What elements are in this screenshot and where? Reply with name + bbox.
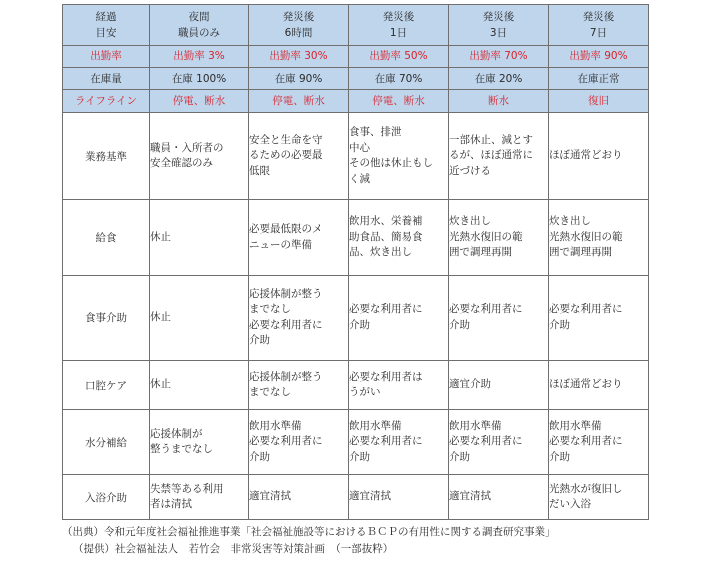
status-value-cell: 復旧 bbox=[549, 90, 649, 112]
task-label-cell: 給食 bbox=[63, 200, 150, 275]
cell-line: 近づける bbox=[449, 164, 491, 177]
status-label-cell: ライフライン bbox=[63, 90, 150, 112]
task-row bbox=[63, 200, 649, 275]
task-detail-cell bbox=[549, 112, 649, 200]
task-detail-cell bbox=[150, 200, 249, 275]
cell-line: く減 bbox=[349, 172, 370, 185]
cell-line: 飲用水準備 bbox=[349, 419, 402, 432]
header-row bbox=[63, 5, 649, 46]
cell-line: るが、ほぼ通常に bbox=[449, 149, 533, 162]
cell-line: 発災後 bbox=[282, 10, 315, 23]
cell-line: 必要な利用者に bbox=[249, 318, 323, 331]
cell-line: 炊き出し bbox=[549, 215, 591, 228]
cell-line: 助食品、簡易食 bbox=[349, 230, 423, 243]
cell-line: 休止 bbox=[150, 378, 171, 391]
cell-line: 飲用水準備 bbox=[549, 419, 602, 432]
cell-line: 休止 bbox=[150, 311, 171, 324]
status-value-cell: 出勤率 3% bbox=[150, 45, 249, 67]
cell-line: うがい bbox=[349, 386, 381, 399]
status-value-cell: 停電、断水 bbox=[150, 90, 249, 112]
task-detail-cell bbox=[449, 410, 549, 475]
status-value-cell: 在庫 100% bbox=[150, 68, 249, 90]
cell-line: 職員のみ bbox=[178, 26, 220, 39]
cell-line: 必要な利用者に bbox=[449, 435, 523, 448]
cell-line: 介助 bbox=[349, 450, 370, 463]
cell-line: 介助 bbox=[449, 450, 470, 463]
task-detail-cell bbox=[349, 112, 449, 200]
task-detail-cell bbox=[150, 361, 249, 410]
task-detail-cell bbox=[349, 475, 449, 520]
task-row bbox=[63, 275, 649, 360]
status-value-cell: 在庫正常 bbox=[549, 68, 649, 90]
cell-line: 適宜清拭 bbox=[249, 490, 291, 503]
task-detail-cell bbox=[249, 361, 349, 410]
status-value-cell: 断水 bbox=[449, 90, 549, 112]
cell-line: 飲用水準備 bbox=[249, 419, 302, 432]
cell-line: 一部休止、減とす bbox=[449, 133, 533, 146]
task-detail-cell bbox=[150, 475, 249, 520]
cell-line: 介助 bbox=[249, 450, 270, 463]
task-row bbox=[63, 361, 649, 410]
task-detail-cell bbox=[249, 410, 349, 475]
task-detail-cell bbox=[249, 275, 349, 360]
cell-line: 適宜介助 bbox=[449, 378, 491, 391]
cell-line: 発災後 bbox=[382, 10, 415, 23]
task-label-cell: 水分補給 bbox=[63, 410, 150, 475]
task-detail-cell bbox=[349, 275, 449, 360]
task-detail-cell bbox=[549, 475, 649, 520]
task-detail-cell bbox=[150, 275, 249, 360]
cell-line: 飲用水、栄養補 bbox=[349, 215, 423, 228]
status-value-cell: 出勤率 50% bbox=[349, 45, 449, 67]
status-label-cell: 在庫量 bbox=[63, 68, 150, 90]
task-detail-cell bbox=[549, 361, 649, 410]
cell-line: 必要な利用者は bbox=[349, 370, 423, 383]
task-detail-cell bbox=[150, 112, 249, 200]
cell-line: までなし bbox=[249, 386, 291, 399]
cell-line: ほぼ通常どおり bbox=[549, 149, 623, 162]
footer bbox=[62, 524, 556, 558]
task-detail-cell bbox=[249, 112, 349, 200]
task-detail-cell bbox=[549, 275, 649, 360]
task-label-cell: 入浴介助 bbox=[63, 475, 150, 520]
cell-line: 7日 bbox=[589, 26, 608, 39]
cell-line: 必要な利用者に bbox=[549, 303, 623, 316]
cell-line: 介助 bbox=[249, 334, 270, 347]
cell-line: 夜間 bbox=[188, 10, 210, 23]
cell-line: 食事、排泄 bbox=[349, 126, 402, 139]
cell-line: 中心 bbox=[349, 141, 370, 154]
cell-line: 応援体制が整う bbox=[249, 287, 323, 300]
cell-line: 必要最低限のメ bbox=[249, 223, 323, 236]
cell-line: 休止 bbox=[150, 230, 171, 243]
cell-line: 炊き出し bbox=[449, 215, 491, 228]
task-label-cell: 食事介助 bbox=[63, 275, 150, 360]
task-detail-cell bbox=[150, 410, 249, 475]
task-row bbox=[63, 112, 649, 200]
cell-line: その他は休止もし bbox=[349, 157, 433, 170]
task-row bbox=[63, 410, 649, 475]
task-label-cell: 業務基準 bbox=[63, 112, 150, 200]
cell-line: 必要な利用者に bbox=[549, 435, 623, 448]
status-row bbox=[63, 90, 649, 112]
cell-line: 囲で調理再開 bbox=[549, 246, 612, 259]
header-column-cell bbox=[150, 5, 249, 46]
cell-line: までなし bbox=[249, 303, 291, 316]
task-row bbox=[63, 475, 649, 520]
header-column-cell bbox=[249, 5, 349, 46]
status-value-cell: 出勤率 70% bbox=[449, 45, 549, 67]
header-column-cell bbox=[349, 5, 449, 46]
cell-line: 者は清拭 bbox=[150, 498, 192, 511]
cell-line: 介助 bbox=[449, 318, 470, 331]
cell-line: 光熱水復旧の範 bbox=[449, 230, 523, 243]
header-stage-cell bbox=[63, 5, 150, 46]
task-detail-cell bbox=[549, 410, 649, 475]
cell-line: 適宜清拭 bbox=[349, 490, 391, 503]
cell-line: 応援体制が整う bbox=[249, 370, 323, 383]
bcp-timeline-table bbox=[62, 4, 649, 520]
status-value-cell: 出勤率 90% bbox=[549, 45, 649, 67]
task-detail-cell bbox=[549, 200, 649, 275]
cell-line: だい入浴 bbox=[549, 498, 591, 511]
task-detail-cell bbox=[349, 361, 449, 410]
cell-line: 光熱水復旧の範 bbox=[549, 230, 623, 243]
cell-line: ニューの準備 bbox=[249, 238, 312, 251]
cell-line: 職員・入所者の bbox=[150, 141, 224, 154]
cell-line: るための必要最 bbox=[249, 149, 323, 162]
task-detail-cell bbox=[449, 361, 549, 410]
cell-line: 応援体制が bbox=[150, 427, 203, 440]
cell-line: 必要な利用者に bbox=[249, 435, 323, 448]
status-value-cell: 在庫 20% bbox=[449, 68, 549, 90]
source-citation: （出典）令和元年度社会福祉推進事業「社会福祉施設等におけるＢＣＰの有用性に関する調査研究事業」 bbox=[62, 526, 556, 538]
cell-line: ほぼ通常どおり bbox=[549, 378, 623, 391]
task-detail-cell bbox=[249, 200, 349, 275]
task-detail-cell bbox=[449, 200, 549, 275]
cell-line: 必要な利用者に bbox=[449, 303, 523, 316]
task-detail-cell bbox=[449, 475, 549, 520]
cell-line: 必要な利用者に bbox=[349, 303, 423, 316]
cell-line: 安全確認のみ bbox=[150, 157, 213, 170]
provider-credit: （提供）社会福祉法人 若竹会 非常災害等対策計画 （一部抜粋） bbox=[73, 543, 394, 555]
cell-line: 経過 bbox=[95, 10, 117, 23]
header-column-cell bbox=[449, 5, 549, 46]
status-value-cell: 在庫 70% bbox=[349, 68, 449, 90]
cell-line: 介助 bbox=[549, 450, 570, 463]
status-row bbox=[63, 68, 649, 90]
status-value-cell: 在庫 90% bbox=[249, 68, 349, 90]
cell-line: 飲用水準備 bbox=[449, 419, 502, 432]
task-detail-cell bbox=[349, 410, 449, 475]
cell-line: 介助 bbox=[549, 318, 570, 331]
cell-line: 整うまでなし bbox=[150, 443, 213, 456]
cell-line: 目安 bbox=[95, 26, 117, 39]
task-detail-cell bbox=[349, 200, 449, 275]
cell-line: 適宜清拭 bbox=[449, 490, 491, 503]
cell-line: 失禁等ある利用 bbox=[150, 482, 224, 495]
cell-line: 3日 bbox=[489, 26, 508, 39]
cell-line: 低限 bbox=[249, 164, 270, 177]
header-column-cell bbox=[549, 5, 649, 46]
cell-line: 必要な利用者に bbox=[349, 435, 423, 448]
task-detail-cell bbox=[449, 112, 549, 200]
cell-line: 光熱水が復旧し bbox=[549, 482, 623, 495]
cell-line: 囲で調理再開 bbox=[449, 246, 512, 259]
task-detail-cell bbox=[249, 475, 349, 520]
task-detail-cell bbox=[449, 275, 549, 360]
status-value-cell: 停電、断水 bbox=[349, 90, 449, 112]
status-value-cell: 出勤率 30% bbox=[249, 45, 349, 67]
status-row bbox=[63, 45, 649, 67]
cell-line: 6時間 bbox=[284, 26, 313, 39]
cell-line: 品、炊き出し bbox=[349, 246, 412, 259]
cell-line: 安全と生命を守 bbox=[249, 133, 323, 146]
status-value-cell: 停電、断水 bbox=[249, 90, 349, 112]
status-label-cell: 出勤率 bbox=[63, 45, 150, 67]
cell-line: 発災後 bbox=[482, 10, 515, 23]
cell-line: 介助 bbox=[349, 318, 370, 331]
cell-line: 発災後 bbox=[582, 10, 615, 23]
task-label-cell: 口腔ケア bbox=[63, 361, 150, 410]
cell-line: 1日 bbox=[389, 26, 408, 39]
